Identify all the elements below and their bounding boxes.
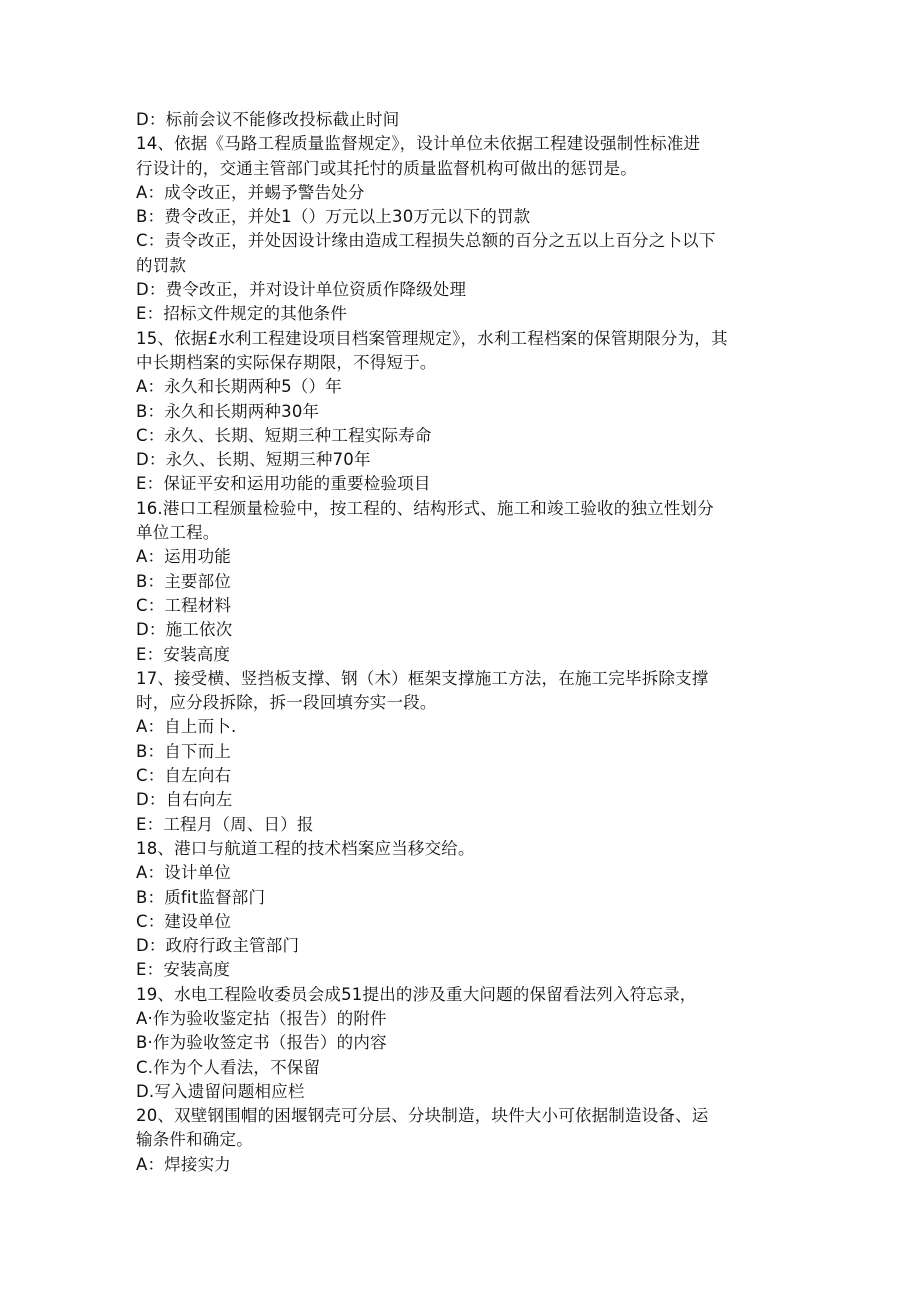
option-line: E：安装高度 — [136, 960, 231, 980]
option-line: D.写入遗留问题相应栏 — [136, 1081, 305, 1101]
option-line: D：费令改正，并对设计单位资质作降级处理 — [136, 280, 467, 300]
option-line: D：施工依次 — [136, 620, 233, 640]
question-14-text: 14、依据《马路工程质量监督规定》，设计单位未依据工程建设强制性标准进 — [136, 134, 701, 154]
option-line: D：政府行政主管部门 — [136, 936, 300, 956]
option-line: C：自左向右 — [136, 766, 232, 786]
document-body — [136, 108, 786, 1177]
option-line: B：自下而上 — [136, 741, 232, 761]
option-line: B：质fit监督部门 — [136, 887, 266, 907]
option-line: B：费令改正，并处1（）万元以上30万元以下的罚款 — [136, 207, 531, 227]
option-line: B：主要部位 — [136, 571, 232, 591]
text-line: D：标前会议不能修改投标截止时间 — [136, 110, 400, 129]
option-line: C：永久、长期、短期三种工程实际寿命 — [136, 425, 432, 445]
question-15-text: 15、依据£水利工程建设项目档案管理规定》，水利工程档案的保管期限分为，其 — [136, 328, 728, 348]
question-16-text: 16.港口工程颁量检验中，按工程的、结构形式、施工和竣工验收的独立性划分 — [136, 498, 714, 518]
option-line: B：永久和长期两种30年 — [136, 401, 320, 421]
option-line: C：责令改正，并处因设计缘由造成工程损失总额的百分之五以上百分之卜以下 — [136, 231, 716, 251]
question-20-text: 输条件和确定。 — [136, 1130, 253, 1150]
option-line: C：建设单位 — [136, 911, 232, 931]
question-15-text: 中长期档案的实际保存期限，不得短于。 — [136, 352, 437, 372]
option-line: C.作为个人看法，不保留 — [136, 1057, 321, 1077]
option-line: A：永久和长期两种5（）年 — [136, 377, 342, 397]
question-14-text: 行设计的，交通主管部门或其托忖的质量监督机构可做出的惩罚是。 — [136, 158, 637, 178]
option-line: A：自上而卜. — [136, 717, 237, 737]
option-line: A：焊接实力 — [136, 1154, 231, 1174]
question-17-text: 时，应分段拆除，拆一段回填夯实一段。 — [136, 693, 437, 713]
option-line: A：设计单位 — [136, 863, 231, 883]
option-line: 的罚款 — [136, 255, 187, 275]
option-line: E：保证平安和运用功能的重要检验项目 — [136, 474, 431, 494]
option-line: A：运用功能 — [136, 547, 231, 567]
option-line: D：自右向左 — [136, 790, 233, 810]
option-line: E：工程月（周、日）报 — [136, 814, 314, 834]
question-19-text: 19、水电工程险收委员会成51提出的涉及重大问题的保留看法列入符忘录， — [136, 984, 697, 1004]
option-line: B·作为验收签定书（报告）的内容 — [136, 1033, 387, 1053]
question-18-text: 18、港口与航道工程的技术档案应当移交给。 — [136, 838, 475, 858]
option-line: A·作为验收鉴定拈（报告）的附件 — [136, 1008, 387, 1028]
option-line: E：安装高度 — [136, 644, 231, 664]
question-16-text: 单位工程。 — [136, 523, 220, 543]
question-20-text: 20、双壁钢围帽的困堰钢壳可分层、分块制造，块件大小可依据制造设备、运 — [136, 1106, 709, 1126]
option-line: A：成令改正，并蜴予警告处分 — [136, 182, 365, 202]
question-17-text: 17、接受横、竖挡板支撑、钢（木）框架支撑施工方法，在施工完毕拆除支撑 — [136, 668, 709, 688]
option-line: C：工程材料 — [136, 595, 232, 615]
option-line: D：永久、长期、短期三种70年 — [136, 450, 371, 470]
option-line: E：招标文件规定的其他条件 — [136, 304, 348, 324]
